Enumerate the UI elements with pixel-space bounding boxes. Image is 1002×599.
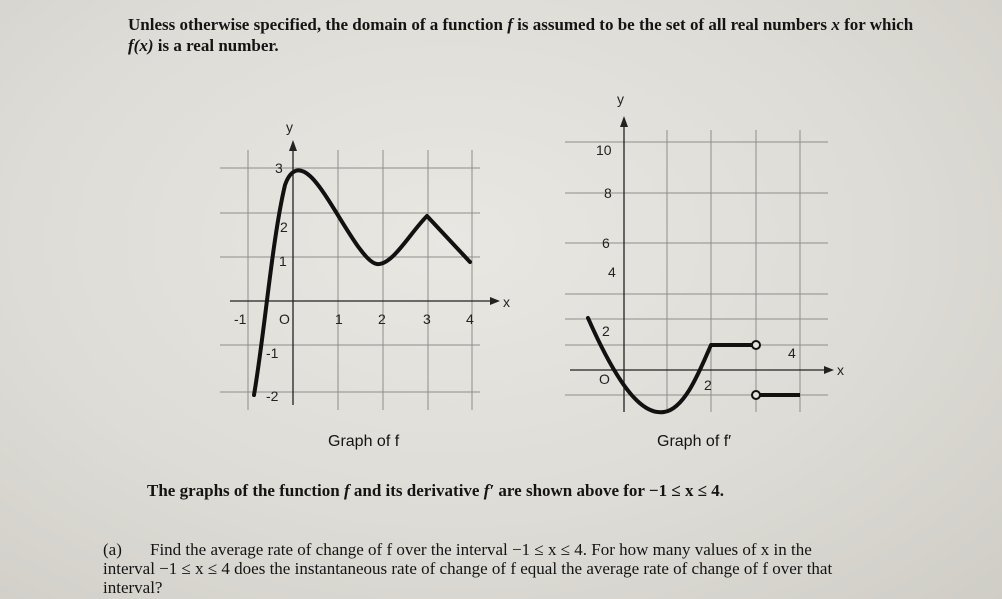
graph-fprime-open-point xyxy=(752,341,760,349)
graph-f-ytick: 3 xyxy=(275,160,283,176)
graph-fprime-open-point xyxy=(752,391,760,399)
graph-f-xtick: -1 xyxy=(234,311,247,327)
graph-f-x-label: x xyxy=(503,294,510,310)
graph-fprime-y-arrow xyxy=(620,116,628,127)
graph-f-xtick: 2 xyxy=(378,311,386,327)
graph-fprime-xtick: 2 xyxy=(704,377,712,393)
graph-f-ytick: -1 xyxy=(266,345,279,361)
intro-line-1: Unless otherwise specified, the domain of a function f is assumed to be the set of all real numbers x for which xyxy=(128,15,914,34)
graph-fprime-y-label: y xyxy=(617,91,624,107)
graph-fprime-origin: O xyxy=(599,371,610,387)
graph-f-xtick: 4 xyxy=(466,311,474,327)
part-a-line-1: Find the average rate of change of f over the interval −1 ≤ x ≤ 4. For how many values of x in the xyxy=(150,540,812,559)
graph-f-xtick: 1 xyxy=(335,311,343,327)
graph-fprime-ytick: 6 xyxy=(602,235,610,251)
graph-fprime-ytick: 10 xyxy=(596,142,612,158)
graph-fprime-ytick: 2 xyxy=(602,323,610,339)
graph-f-caption: Graph of f xyxy=(328,433,400,450)
graph-fprime-x-arrow xyxy=(824,366,834,374)
graph-f-ytick: 2 xyxy=(280,219,288,235)
graph-fprime-ytick: 8 xyxy=(604,185,612,201)
graphs-statement: The graphs of the function f and its derivative f′ are shown above for −1 ≤ x ≤ 4. xyxy=(147,481,725,500)
graph-f-ytick: 1 xyxy=(279,253,287,269)
graph-f-y-label: y xyxy=(286,119,293,135)
part-a-line-2: interval −1 ≤ x ≤ 4 does the instantaneous rate of change of f equal the average rate of change of f over that xyxy=(103,559,833,578)
graph-fprime-ytick: 4 xyxy=(608,264,616,280)
graph-f-origin: O xyxy=(279,311,290,327)
graph-fprime-xtick: 4 xyxy=(788,345,796,361)
graph-f-xtick: 3 xyxy=(423,311,431,327)
part-a-line-3: interval? xyxy=(103,578,163,597)
intro-line-2: f(x) is a real number. xyxy=(128,36,279,55)
graph-f-ytick: -2 xyxy=(266,388,279,404)
graph-fprime-x-label: x xyxy=(837,362,844,378)
graph-fprime-caption: Graph of f′ xyxy=(657,433,732,450)
part-a-label: (a) xyxy=(103,540,122,559)
